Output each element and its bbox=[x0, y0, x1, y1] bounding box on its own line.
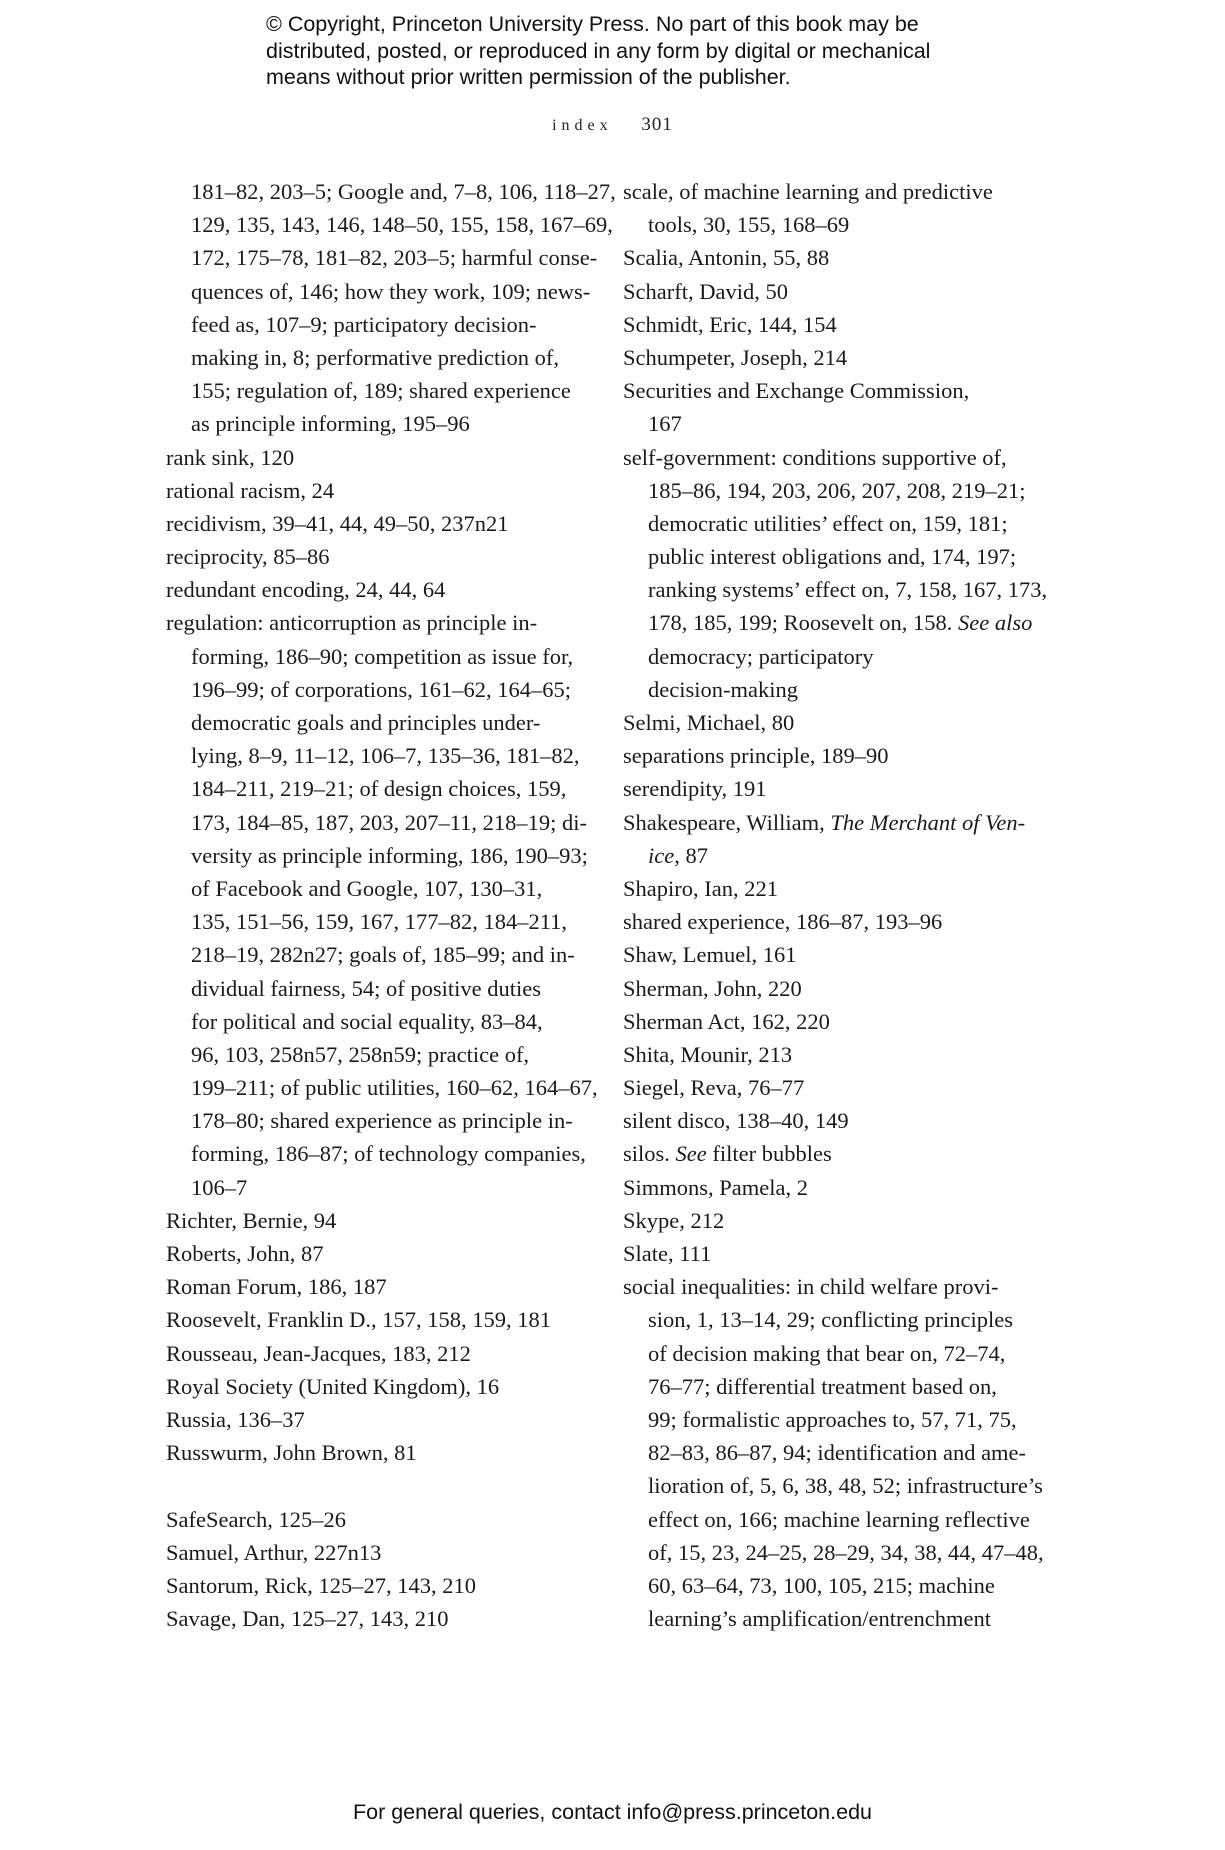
index-entry: regulation: anticorruption as principle in- bbox=[166, 610, 538, 636]
index-entry: rational racism, 24 bbox=[166, 477, 335, 503]
index-entry-continuation: democratic utilities’ effect on, 159, 181; bbox=[648, 510, 1008, 536]
page-number: 301 bbox=[641, 114, 673, 135]
index-entry: serendipity, 191 bbox=[623, 776, 767, 802]
index-entry: scale, of machine learning and predictive bbox=[623, 179, 993, 204]
index-entry-continuation: quences of, 146; how they work, 109; news- bbox=[191, 278, 591, 304]
index-entry-continuation: 60, 63–64, 73, 100, 105, 215; machine bbox=[648, 1572, 995, 1598]
index-entry: Slate, 111 bbox=[623, 1241, 712, 1266]
index-entry-continuation: lioration of, 5, 6, 38, 48, 52; infrastructure’s bbox=[648, 1473, 1043, 1499]
index-entry-continuation: lying, 8–9, 11–12, 106–7, 135–36, 181–82, bbox=[191, 743, 580, 769]
index-entry: Russwurm, John Brown, 81 bbox=[166, 1440, 417, 1466]
index-entry: Roberts, John, 87 bbox=[166, 1241, 324, 1266]
index-entry: Rousseau, Jean-Jacques, 183, 212 bbox=[166, 1340, 471, 1366]
index-entry-continuation: public interest obligations and, 174, 197; bbox=[648, 544, 1017, 570]
index-entry-continuation: 135, 151–56, 159, 167, 177–82, 184–211, bbox=[191, 909, 568, 935]
index-entry: Schumpeter, Joseph, 214 bbox=[623, 344, 848, 370]
index-entry: Skype, 212 bbox=[623, 1207, 725, 1233]
index-entry: Scharft, David, 50 bbox=[623, 278, 788, 304]
index-entry-continuation: ice, 87 bbox=[648, 842, 708, 868]
index-entry: rank sink, 120 bbox=[166, 444, 295, 470]
index-entry: Shakespeare, William, The Merchant of Ven- bbox=[623, 809, 1026, 835]
index-entry-continuation: effect on, 166; machine learning reflective bbox=[648, 1506, 1030, 1532]
index-entry-continuation: dividual fairness, 54; of positive duties bbox=[191, 975, 541, 1001]
index-entry-continuation: versity as principle informing, 186, 190–93; bbox=[191, 842, 588, 868]
index-entry-continuation: tools, 30, 155, 168–69 bbox=[648, 212, 850, 238]
index-entry: reciprocity, 85–86 bbox=[166, 544, 330, 570]
index-entry-continuation: 178, 185, 199; Roosevelt on, 158. See also bbox=[648, 610, 1033, 636]
index-entry: Savage, Dan, 125–27, 143, 210 bbox=[166, 1606, 449, 1632]
index-entry: Schmidt, Eric, 144, 154 bbox=[623, 311, 837, 337]
index-entry-continuation: 155; regulation of, 189; shared experience bbox=[191, 378, 571, 404]
running-head bbox=[0, 114, 1225, 136]
italic-reference: See also bbox=[958, 610, 1033, 636]
index-entry-continuation: sion, 1, 13–14, 29; conflicting principles bbox=[648, 1307, 1013, 1333]
index-entry-continuation: learning’s amplification/entrenchment bbox=[648, 1606, 992, 1632]
index-section-gap bbox=[166, 1469, 586, 1502]
index-entry: Richter, Bernie, 94 bbox=[166, 1207, 337, 1233]
index-entry: Siegel, Reva, 76–77 bbox=[623, 1075, 805, 1101]
index-entry-continuation: forming, 186–87; of technology companies, bbox=[191, 1141, 586, 1167]
index-entry-continuation: forming, 186–90; competition as issue for, bbox=[191, 643, 574, 669]
index-entry: social inequalities: in child welfare provi- bbox=[623, 1274, 999, 1300]
index-entry: silent disco, 138–40, 149 bbox=[623, 1108, 849, 1134]
index-entry-continuation: decision-making bbox=[648, 676, 798, 702]
index-entry-continuation: ranking systems’ effect on, 7, 158, 167, 173, bbox=[648, 577, 1048, 603]
index-entry-continuation: 82–83, 86–87, 94; identification and ame- bbox=[648, 1440, 1027, 1466]
index-entry-continuation: democratic goals and principles under- bbox=[191, 710, 541, 735]
index-entry-continuation: of Facebook and Google, 107, 130–31, bbox=[191, 875, 543, 901]
index-entry-continuation: 76–77; differential treatment based on, bbox=[648, 1373, 997, 1399]
index-entry: Simmons, Pamela, 2 bbox=[623, 1174, 808, 1200]
index-entry: self-government: conditions supportive of, bbox=[623, 444, 1007, 470]
index-entry: silos. See filter bubbles bbox=[623, 1141, 832, 1167]
index-column-right bbox=[623, 175, 1048, 1635]
footer-contact: For general queries, contact info@press.princeton.edu bbox=[352, 1800, 872, 1824]
index-entry-continuation: of decision making that bear on, 72–74, bbox=[648, 1340, 1006, 1366]
italic-reference: The Merchant of Ven- bbox=[830, 809, 1026, 835]
index-entry: Roman Forum, 186, 187 bbox=[166, 1274, 387, 1300]
index-entry: redundant encoding, 24, 44, 64 bbox=[166, 577, 446, 603]
index-entry: Santorum, Rick, 125–27, 143, 210 bbox=[166, 1572, 476, 1598]
index-entry-continuation: 218–19, 282n27; goals of, 185–99; and in- bbox=[191, 942, 575, 968]
index-entry-continuation: 199–211; of public utilities, 160–62, 164–67, bbox=[191, 1075, 598, 1101]
index-column-left bbox=[166, 175, 616, 1635]
index-entry-continuation: of, 15, 23, 24–25, 28–29, 34, 38, 44, 47–48, bbox=[648, 1539, 1044, 1565]
index-entry-continuation: 96, 103, 258n57, 258n59; practice of, bbox=[191, 1041, 530, 1067]
index-entry: Sherman, John, 220 bbox=[623, 975, 802, 1001]
index-entry-continuation: 106–7 bbox=[191, 1174, 248, 1200]
index-entry: separations principle, 189–90 bbox=[623, 743, 889, 769]
index-entry-continuation: 185–86, 194, 203, 206, 207, 208, 219–21; bbox=[648, 477, 1026, 503]
index-entry: recidivism, 39–41, 44, 49–50, 237n21 bbox=[166, 510, 509, 536]
index-entry: Roosevelt, Franklin D., 157, 158, 159, 181 bbox=[166, 1307, 551, 1333]
index-entry-continuation: 184–211, 219–21; of design choices, 159, bbox=[191, 776, 567, 802]
index-entry: Shapiro, Ian, 221 bbox=[623, 875, 778, 901]
index-entry: Securities and Exchange Commission, bbox=[623, 378, 970, 404]
index-entry: Royal Society (United Kingdom), 16 bbox=[166, 1373, 500, 1399]
copyright-line: distributed, posted, or reproduced in any form by digital or mechanical bbox=[266, 38, 931, 63]
index-entry-continuation: 99; formalistic approaches to, 57, 71, 75, bbox=[648, 1406, 1017, 1432]
index-entry-continuation: making in, 8; performative prediction of, bbox=[191, 344, 560, 370]
index-entry-continuation: as principle informing, 195–96 bbox=[191, 411, 470, 437]
copyright-line: © Copyright, Princeton University Press. No part of this book may be bbox=[266, 12, 919, 36]
copyright-line: means without prior written permission of the publisher. bbox=[266, 65, 791, 89]
index-entry: SafeSearch, 125–26 bbox=[166, 1506, 346, 1532]
index-entry: Scalia, Antonin, 55, 88 bbox=[623, 245, 830, 271]
italic-reference: ice bbox=[648, 842, 675, 868]
running-head-title: index bbox=[552, 117, 613, 134]
italic-reference: See bbox=[675, 1141, 707, 1167]
index-entry: Shita, Mounir, 213 bbox=[623, 1041, 793, 1067]
index-entry: Samuel, Arthur, 227n13 bbox=[166, 1539, 382, 1565]
index-entry-continuation: democracy; participatory bbox=[648, 643, 874, 669]
index-entry-continuation: 173, 184–85, 187, 203, 207–11, 218–19; di- bbox=[191, 809, 588, 835]
index-entry: shared experience, 186–87, 193–96 bbox=[623, 909, 943, 935]
index-entry-continuation: 196–99; of corporations, 161–62, 164–65; bbox=[191, 676, 571, 702]
index-entry: Selmi, Michael, 80 bbox=[623, 710, 795, 735]
index-entry-continuation: feed as, 107–9; participatory decision- bbox=[191, 311, 537, 337]
index-entry-continuation: for political and social equality, 83–84, bbox=[191, 1008, 543, 1034]
index-entry: Shaw, Lemuel, 161 bbox=[623, 942, 797, 968]
index-entry-continuation: 181–82, 203–5; Google and, 7–8, 106, 118–27, bbox=[191, 179, 616, 204]
index-entry-continuation: 178–80; shared experience as principle in- bbox=[191, 1108, 573, 1134]
copyright-notice bbox=[266, 11, 986, 91]
index-entry-continuation: 167 bbox=[648, 411, 682, 437]
index-entry-continuation: 129, 135, 143, 146, 148–50, 155, 158, 167–69, bbox=[191, 212, 613, 238]
index-entry: Sherman Act, 162, 220 bbox=[623, 1008, 830, 1034]
index-entry: Russia, 136–37 bbox=[166, 1406, 305, 1432]
index-entry-continuation: 172, 175–78, 181–82, 203–5; harmful conse- bbox=[191, 245, 598, 271]
